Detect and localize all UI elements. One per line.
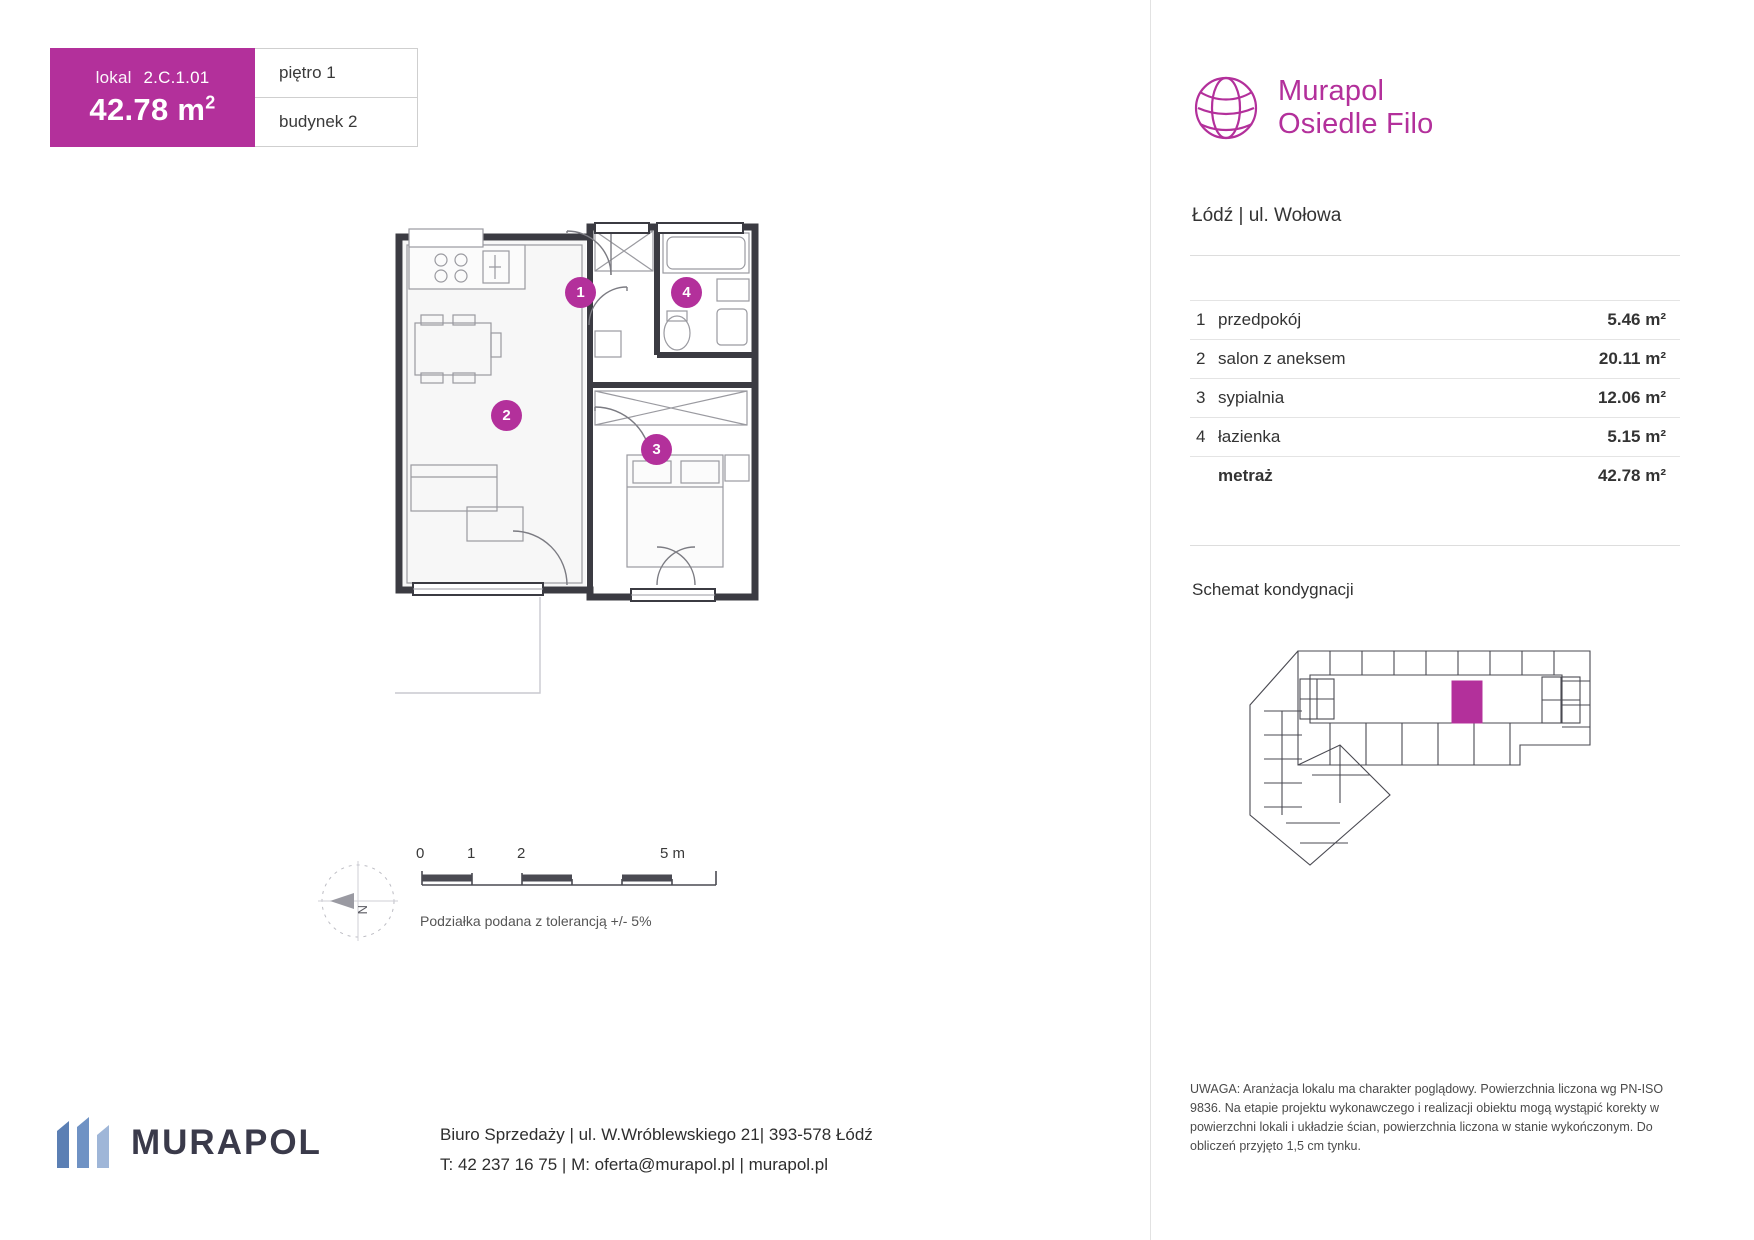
unit-code-value: 2.C.1.01 [143,67,210,87]
scale-label-1: 1 [467,845,476,862]
scale-bar [320,845,740,945]
unit-code-label: lokal [95,67,132,87]
room-name: sypialnia [1218,388,1285,407]
divider-bottom [1190,545,1680,546]
room-area-table [1190,300,1680,495]
unit-area-sup: 2 [205,92,216,113]
room-area: 5.15 m² [1607,427,1666,446]
room-label-group [1196,388,1284,408]
room-name: łazienka [1218,427,1281,446]
room-marker-4-label: 4 [682,284,691,301]
scale-label-2: 2 [517,845,526,862]
footer-contact-line2: T: 42 237 16 75 | M: oferta@murapol.pl | murapol.pl [440,1154,829,1174]
floor-cell: piętro 1 [255,48,418,97]
footer-contact [440,1120,873,1180]
total-area: 42.78 m² [1597,466,1666,485]
table-row [1190,340,1680,379]
brand-block [1190,68,1434,148]
footer-contact-line1: Biuro Sprzedaży | ul. W.Wróblewskiego 21| 393-578 Łódź [440,1125,873,1144]
room-marker-3-label: 3 [652,441,661,458]
room-label-group [1196,310,1301,330]
scale-ticks [420,867,720,897]
floor-scheme [1190,615,1690,885]
room-area: 12.06 m² [1597,388,1666,407]
floor-scheme-drawing [1190,615,1690,885]
scale-label-0: 0 [416,845,425,862]
unit-badge [50,48,255,147]
compass-icon [310,853,406,949]
footer-brand-word: MURAPOL [131,1122,322,1162]
table-row-total [1190,457,1680,495]
divider-top [1190,255,1680,256]
room-index: 3 [1196,388,1206,407]
table-row [1190,300,1680,340]
panel-divider [1150,0,1151,1240]
room-label-group [1196,427,1280,447]
total-label: metraż [1218,466,1273,485]
room-marker-1 [565,277,596,308]
room-index: 2 [1196,349,1206,368]
murapol-logo-icon [55,1115,117,1170]
unit-meta [255,48,418,147]
room-marker-2-label: 2 [502,407,511,424]
room-index: 4 [1196,427,1206,446]
total-label-group [1196,466,1273,486]
room-index: 1 [1196,310,1206,329]
room-marker-4 [671,277,702,308]
floor-plan [395,215,855,715]
room-label-group [1196,349,1346,369]
unit-area-value: 42.78 m [89,91,206,127]
room-marker-3 [641,434,672,465]
header-badge [50,48,418,147]
floor-plan-drawing [395,215,855,715]
murapol-footer-logo [55,1115,322,1170]
murapol-filo-logo-icon [1190,68,1262,148]
room-marker-1-label: 1 [576,284,585,301]
scale-tolerance-note: Podziałka podana z tolerancją +/- 5% [420,913,652,929]
svg-text:N: N [355,905,370,915]
floor-scheme-title: Schemat kondygnacji [1192,580,1354,599]
table-row [1190,379,1680,418]
brand-names [1278,75,1434,142]
brand-name-line1: Murapol [1278,74,1385,107]
room-marker-2 [491,400,522,431]
unit-code-line [96,68,210,88]
brand-name-line2: Osiedle Filo [1278,108,1434,140]
unit-area [89,92,215,128]
info-panel [1190,0,1720,1240]
disclaimer-text: UWAGA: Aranżacja lokalu ma charakter poglądowy. Powierzchnia liczona wg PN-ISO 9836. Na etapie projektu wykonawczego i realizacji obiektu mogą wystąpić korekty w powierzchni lokali i układzie ścian, powierzchnia liczona w stanie wykończonym. Do obliczeń przyjęto 1,5 cm tynku. [1190,1082,1664,1153]
room-name: przedpokój [1218,310,1302,329]
highlighted-unit [1452,681,1482,723]
room-area: 20.11 m² [1598,349,1666,368]
scale-label-5: 5 m [660,845,686,862]
table-row [1190,418,1680,457]
room-area: 5.46 m² [1607,310,1666,329]
room-name: salon z aneksem [1218,349,1346,368]
project-address: Łódź | ul. Wołowa [1192,205,1342,226]
building-cell: budynek 2 [255,97,418,147]
